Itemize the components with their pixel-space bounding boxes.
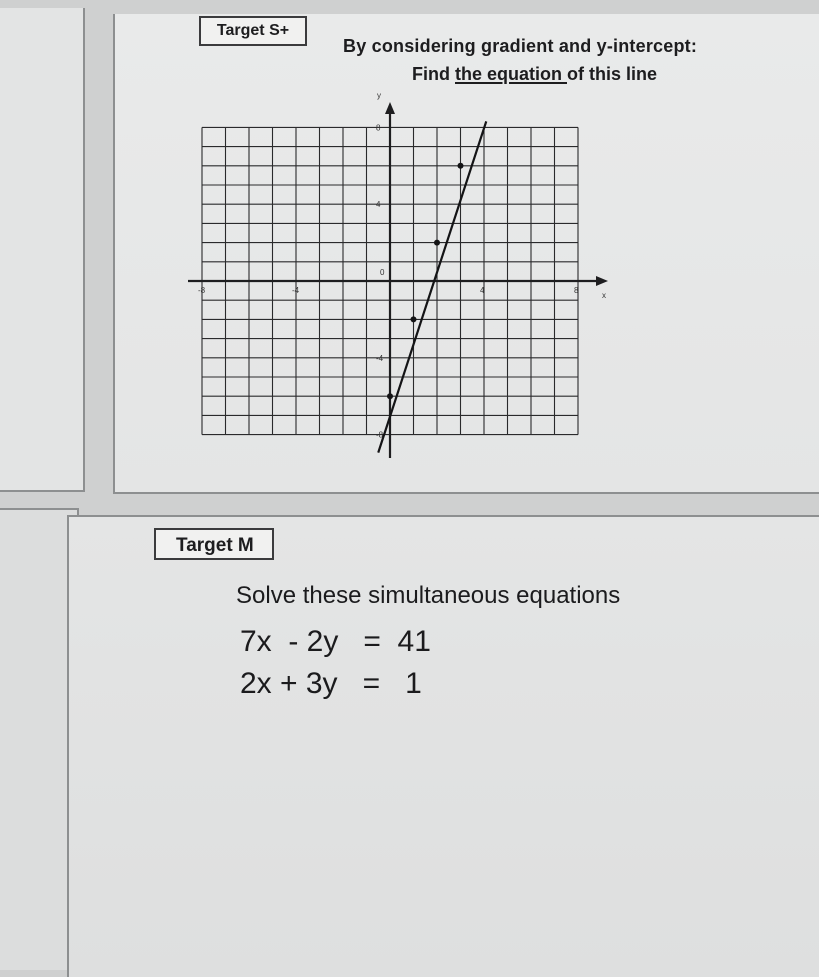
y-axis-label: y [377, 91, 381, 100]
adjacent-sheet-top [0, 8, 85, 492]
x-tick-label: -8 [198, 286, 206, 295]
question-text-post: of this line [567, 64, 657, 84]
target-m-tag: Target M [154, 528, 274, 560]
y-tick-label: 4 [376, 200, 381, 210]
y-tick-label: 8 [376, 123, 381, 133]
question-text-underlined: the equation [455, 64, 567, 84]
line-point [434, 240, 440, 246]
equation-1: 7x - 2y = 41 [240, 625, 431, 658]
x-tick-label: -4 [292, 286, 300, 295]
x-tick-label: 8 [574, 286, 579, 295]
line-point [458, 163, 464, 169]
y-tick-label: -4 [376, 353, 384, 363]
target-s-plus-tag: Target S+ [199, 16, 307, 46]
series-line [378, 121, 486, 452]
line-point [387, 393, 393, 399]
y-axis-arrow-icon [385, 102, 395, 114]
plotted-line [378, 121, 486, 452]
simultaneous-equations-instruction: Solve these simultaneous equations [236, 582, 621, 609]
x-tick-label: 4 [480, 286, 485, 295]
x-axis-arrow-icon [596, 276, 608, 286]
x-axis-label: x [602, 291, 606, 300]
y-tick-label: -8 [376, 430, 384, 440]
equation-2: 2x + 3y = 1 [240, 667, 422, 700]
find-equation-question [412, 64, 657, 85]
question-text-pre: Find [412, 64, 455, 84]
line-graph [180, 86, 620, 481]
gradient-intercept-instruction: By considering gradient and y-intercept: [343, 36, 698, 56]
origin-label: 0 [380, 268, 385, 277]
line-point [411, 316, 417, 322]
